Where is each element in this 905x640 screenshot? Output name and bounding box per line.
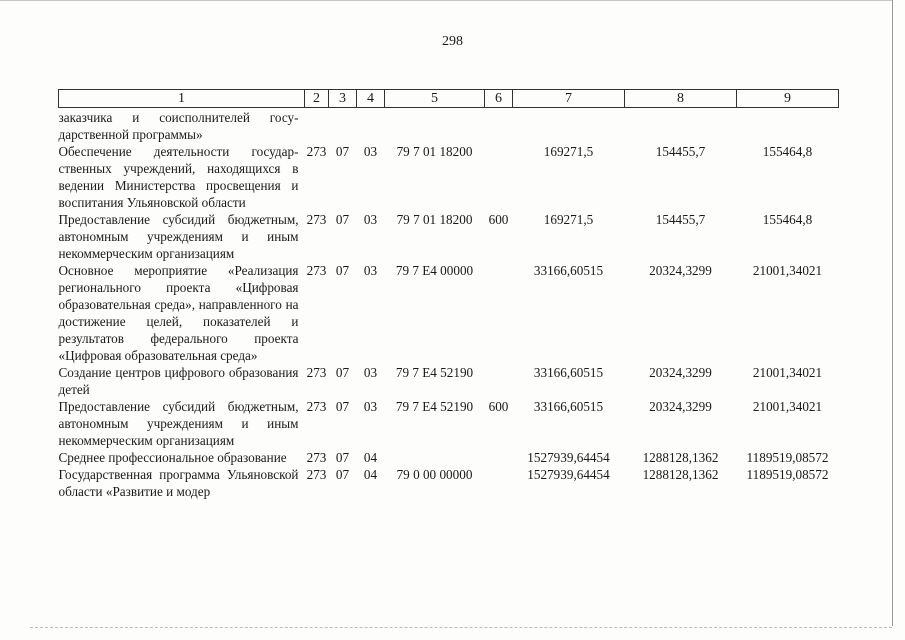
row-name: Среднее профессиональное образование	[58, 450, 287, 465]
cell-col3: 07	[335, 263, 350, 278]
page-right-edge	[892, 0, 893, 626]
cell-col7	[513, 108, 625, 144]
cell-col6	[485, 108, 513, 144]
cell-col2: 273	[306, 365, 327, 380]
cell-col5: 79 0 00 00000	[396, 467, 473, 482]
cell-col2: 273	[306, 144, 327, 159]
header-cell: 4	[357, 90, 385, 108]
table-row	[59, 211, 839, 262]
header-cell: 8	[625, 90, 737, 108]
cell-col7: 169271,5	[543, 144, 594, 159]
cell-col2: 273	[306, 467, 327, 482]
cell-col3: 07	[335, 212, 350, 227]
row-name: Предоставление субсидий бюджетным, автономным учреждениям и иным некоммерческим организациям	[58, 212, 299, 261]
cell-col2: 273	[306, 263, 327, 278]
budget-table	[58, 89, 839, 500]
row-name: Предоставление субсидий бюджетным, автономным учреждениям и иным некоммерческим организациям	[58, 399, 299, 448]
cell-col4: 04	[363, 467, 378, 482]
cell-col5: 79 7 E4 52190	[395, 365, 474, 380]
table-row	[59, 143, 839, 211]
row-name: Государственная программа Ульяновской области «Развитие и модер	[58, 467, 299, 499]
table-row	[59, 364, 839, 398]
cell-col8: 20324,3299	[649, 263, 712, 278]
cell-col2: 273	[306, 399, 327, 414]
cell-col5: 79 7 E4 52190	[395, 399, 474, 414]
cell-col4: 03	[363, 212, 378, 227]
cell-col6	[485, 364, 513, 398]
cell-col8	[625, 108, 737, 144]
cell-col3: 07	[335, 467, 350, 482]
row-name: Обеспечение деятельности государственных учреждений, находящихся в ведении Министерства просвещения и воспитания Ульяновской области	[58, 144, 299, 210]
cell-col4: 03	[363, 365, 378, 380]
cell-col8: 1288128,1362	[642, 450, 719, 465]
table-row	[59, 398, 839, 449]
cell-col6	[485, 262, 513, 364]
cell-col8: 1288128,1362	[642, 467, 719, 482]
cell-col8: 20324,3299	[649, 365, 712, 380]
table-header-row	[59, 90, 839, 108]
header-cell: 2	[305, 90, 329, 108]
page-number: 298	[442, 34, 463, 49]
header-cell: 5	[385, 90, 485, 108]
cell-col5: 79 7 01 18200	[396, 144, 473, 159]
cell-col2	[305, 108, 329, 144]
cell-col8: 20324,3299	[649, 399, 712, 414]
table-row	[59, 108, 839, 144]
row-name: заказчика и соисполнителей государственной программы»	[58, 110, 299, 142]
header-cell: 3	[329, 90, 357, 108]
cell-col7: 1527939,64454	[527, 450, 610, 465]
cell-col3: 07	[335, 144, 350, 159]
cell-col3	[329, 108, 357, 144]
header-cell: 6	[485, 90, 513, 108]
table-row	[59, 449, 839, 466]
cell-col8: 154455,7	[655, 144, 706, 159]
cell-col9	[737, 108, 839, 144]
cell-col8: 154455,7	[655, 212, 706, 227]
cell-col7: 33166,60515	[533, 263, 604, 278]
row-name: Основное мероприятие «Реализация регионального проекта «Цифровая образовательная среда», направленного на достижение целей, показателей и результатов федерального проекта «Цифровая образовательная среда»	[58, 263, 299, 363]
cell-col7: 33166,60515	[533, 365, 604, 380]
header-cell: 1	[59, 90, 305, 108]
cell-col4: 04	[363, 450, 378, 465]
cell-col7: 1527939,64454	[527, 467, 610, 482]
cell-col3: 07	[335, 450, 350, 465]
cell-col5: 79 7 01 18200	[396, 212, 473, 227]
cell-col4	[357, 108, 385, 144]
cell-col4: 03	[363, 144, 378, 159]
cell-col9: 21001,34021	[752, 365, 823, 380]
cell-col5: 79 7 E4 00000	[395, 263, 474, 278]
cell-col5	[385, 108, 485, 144]
cell-col6	[485, 466, 513, 500]
cell-col3: 07	[335, 365, 350, 380]
cell-col5	[385, 449, 485, 466]
page-bottom-edge	[30, 627, 892, 628]
cell-col4: 03	[363, 399, 378, 414]
cell-col6: 600	[488, 212, 509, 227]
header-cell: 9	[737, 90, 839, 108]
cell-col7: 169271,5	[543, 212, 594, 227]
row-name: Создание центров цифрового образования детей	[58, 365, 299, 397]
cell-col6	[485, 143, 513, 211]
cell-col9: 1189519,08572	[746, 467, 829, 482]
cell-col9: 1189519,08572	[746, 450, 829, 465]
cell-col9: 21001,34021	[752, 263, 823, 278]
header-cell: 7	[513, 90, 625, 108]
cell-col9: 21001,34021	[752, 399, 823, 414]
table-row	[59, 262, 839, 364]
cell-col9: 155464,8	[762, 212, 813, 227]
cell-col4: 03	[363, 263, 378, 278]
cell-col2: 273	[306, 450, 327, 465]
page-top-edge	[0, 0, 893, 1]
cell-col3: 07	[335, 399, 350, 414]
cell-col6	[485, 449, 513, 466]
cell-col2: 273	[306, 212, 327, 227]
cell-col7: 33166,60515	[533, 399, 604, 414]
table-row	[59, 466, 839, 500]
cell-col9: 155464,8	[762, 144, 813, 159]
cell-col6: 600	[488, 399, 509, 414]
